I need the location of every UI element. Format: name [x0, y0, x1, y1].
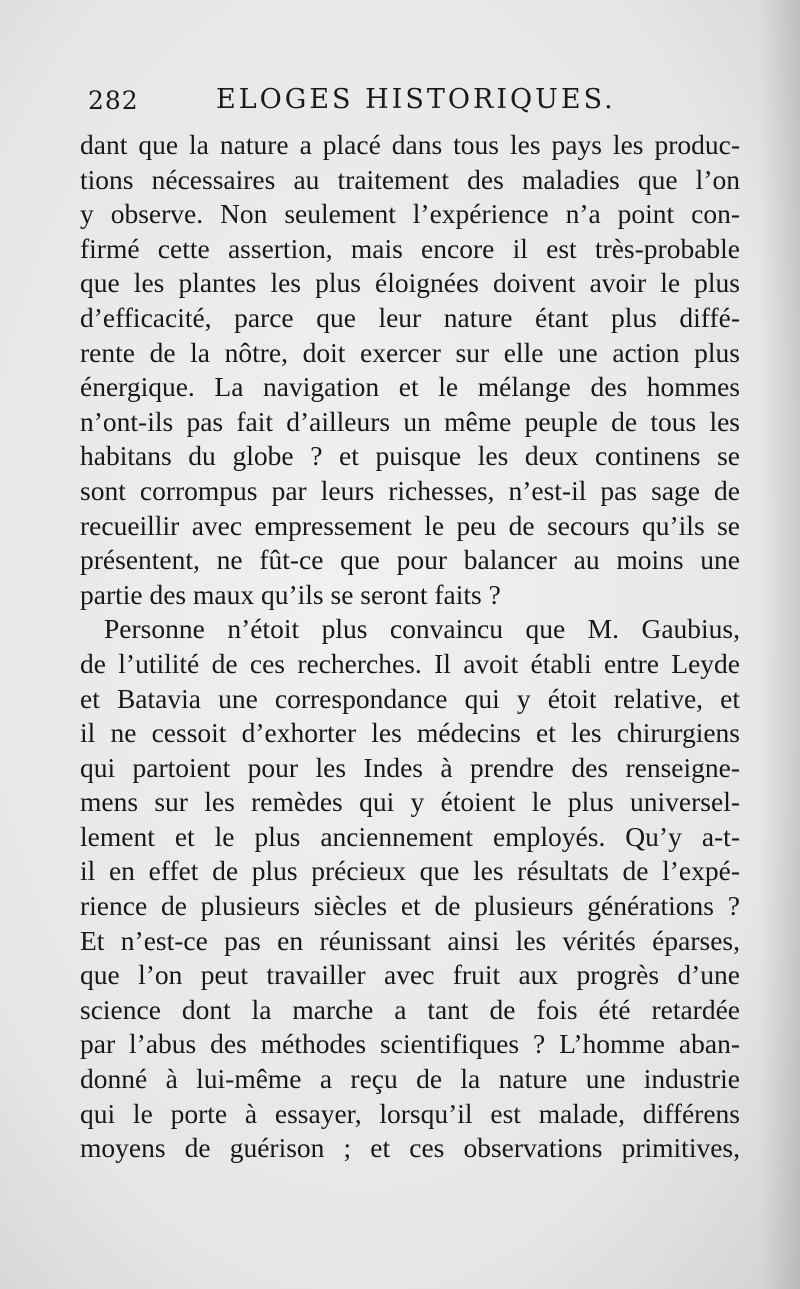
text-line: énergique. La navigation et le mélange des hommes	[80, 371, 740, 403]
text-line: mens sur les remèdes qui y étoient le plus universel-	[80, 786, 740, 818]
text-line: firmé cette assertion, mais encore il est très-probable	[80, 232, 740, 264]
text-line: donné à lui-même a reçu de la nature une industrie	[80, 1063, 740, 1095]
text-line: sont corrompus par leurs richesses, n’est-il pas sage de	[80, 474, 740, 506]
text-line: y observe. Non seulement l’expérience n’a point con-	[80, 198, 740, 230]
text-line: qui le porte à essayer, lorsqu’il est malade, différens	[80, 1097, 740, 1129]
text-line: présentent, ne fût-ce que pour balancer au moins une	[80, 544, 740, 576]
text-line: il en effet de plus précieux que les résultats de l’expé-	[80, 855, 740, 887]
text-line: dant que la nature a placé dans tous les pays les produc-	[80, 129, 740, 160]
text-line: rience de plusieurs siècles et de plusieurs générations ?	[80, 890, 740, 922]
text-line: qui partoient pour les Indes à prendre des renseigne-	[80, 751, 740, 783]
page-number: 282	[88, 86, 139, 115]
text-line: que les plantes les plus éloignées doivent avoir le plus	[80, 267, 740, 299]
text-line: d’efficacité, parce que leur nature étant plus diffé-	[80, 301, 740, 333]
text-line: lement et le plus anciennement employés. Qu’y a-t-	[80, 820, 740, 852]
paragraph-first-line: Personne n’étoit plus convaincu que M. Gaubius,	[104, 613, 740, 645]
text-line: de l’utilité de ces recherches. Il avoit établi entre Leyde	[80, 647, 740, 679]
text-line: Et n’est-ce pas en réunissant ainsi les vérités éparses,	[80, 924, 740, 956]
page-header	[88, 82, 728, 122]
text-line: n’ont-ils pas fait d’ailleurs un même peuple de tous les	[80, 405, 740, 437]
text-line: recueillir avec empressement le peu de secours qu’ils se	[80, 509, 740, 541]
text-line: rente de la nôtre, doit exercer sur elle une action plus	[80, 336, 740, 368]
text-line: et Batavia une correspondance qui y étoit relative, et	[80, 682, 740, 714]
text-line: tions nécessaires au traitement des maladies que l’on	[80, 163, 740, 195]
paragraph-end-line: partie des maux qu’ils se seront faits ?	[80, 578, 501, 610]
text-line: science dont la marche a tant de fois été retardée	[80, 993, 740, 1025]
body-text	[80, 128, 740, 1166]
text-line: habitans du globe ? et puisque les deux continens se	[80, 440, 740, 472]
text-line: par l’abus des méthodes scientifiques ? L’homme aban-	[80, 1028, 740, 1060]
text-line: que l’on peut travailler avec fruit aux progrès d’une	[80, 959, 740, 991]
text-line: moyens de guérison ; et ces observations primitives,	[80, 1132, 740, 1164]
running-head: ELOGES HISTORIQUES.	[216, 84, 616, 115]
text-line: il ne cessoit d’exhorter les médecins et les chirurgiens	[80, 717, 740, 749]
